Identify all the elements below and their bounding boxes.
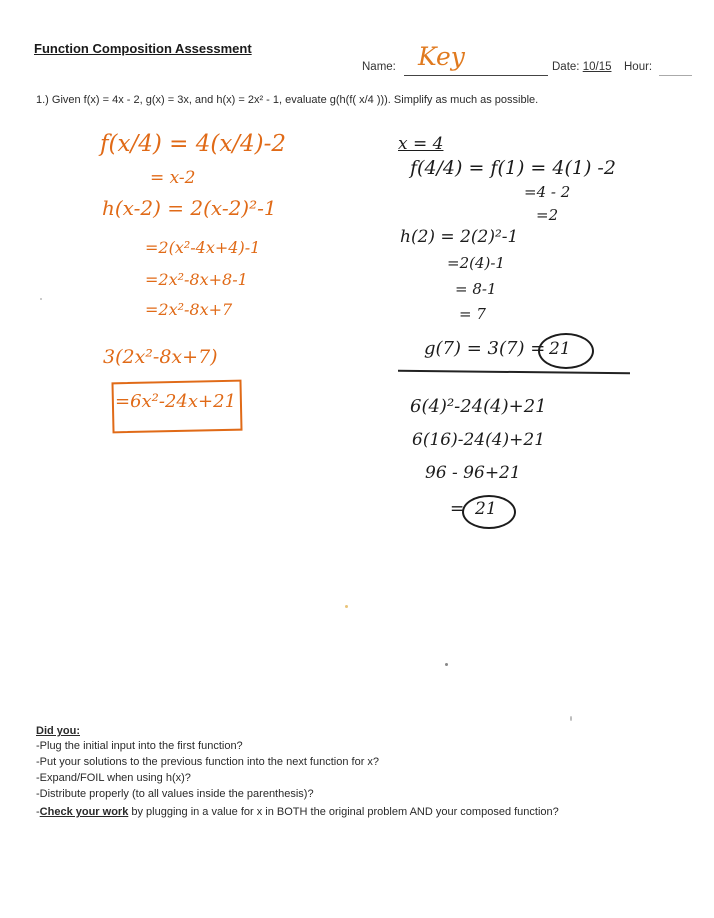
right-work-line: x = 4 xyxy=(398,134,444,154)
left-work-line: h(x-2) = 2(x-2)²-1 xyxy=(102,196,277,220)
scan-speck xyxy=(570,716,572,721)
right-work-line: h(2) = 2(2)²-1 xyxy=(400,227,519,247)
name-value: Key xyxy=(418,42,465,71)
right-work-line: =2(4)-1 xyxy=(447,254,505,272)
question-text: 1.) Given f(x) = 4x - 2, g(x) = 3x, and h(x) = 2x² - 1, evaluate g(h(f( x/4 ))). Simplify as much as possible. xyxy=(36,94,539,106)
check-work-rest: by plugging in a value for x in BOTH the original problem AND your composed function? xyxy=(128,806,559,818)
checklist-item: -Expand/FOIL when using h(x)? xyxy=(36,772,191,784)
left-work-line: =2(x²-4x+4)-1 xyxy=(145,238,261,257)
hour-label: Hour: xyxy=(624,61,653,73)
checklist-heading: Did you: xyxy=(36,725,80,737)
right-work-line: = 7 xyxy=(459,305,486,323)
right-work-line: =2 xyxy=(536,206,559,224)
name-label: Name: xyxy=(362,61,396,73)
date-value: 10/15 xyxy=(582,61,612,73)
boxed-answer: =6x²-24x+21 xyxy=(115,391,237,412)
circled-answer-value: 21 xyxy=(549,339,571,359)
scan-speck xyxy=(445,663,448,666)
checklist-item-check-work xyxy=(36,806,559,818)
check-work-line: 6(16)-24(4)+21 xyxy=(412,430,546,450)
left-work-line: 3(2x²-8x+7) xyxy=(103,346,218,368)
left-work-line: =2x²-8x+7 xyxy=(145,300,233,319)
checklist-item: -Distribute properly (to all values inside the parenthesis)? xyxy=(36,788,314,800)
scan-speck xyxy=(40,298,42,300)
right-work-line: = 8-1 xyxy=(455,280,497,298)
check-prefix: - xyxy=(36,806,40,818)
left-work-line: =2x²-8x+8-1 xyxy=(145,270,248,289)
check-work-emphasis: Check your work xyxy=(39,806,129,818)
hour-underline xyxy=(659,75,692,76)
scan-speck xyxy=(345,605,348,608)
left-work-line: f(x/4) = 4(x/4)-2 xyxy=(100,131,287,157)
name-underline xyxy=(404,75,548,76)
checklist-item: -Put your solutions to the previous function into the next function for x? xyxy=(36,756,380,768)
right-work-line: f(4/4) = f(1) = 4(1) -2 xyxy=(410,157,616,179)
check-work-line: 96 - 96+21 xyxy=(425,463,521,483)
right-work-line: g(7) = 3(7) = xyxy=(424,338,546,359)
divider-line xyxy=(398,370,630,374)
check-work-line: = xyxy=(450,499,465,519)
date-field xyxy=(552,61,611,73)
circled-final-value: 21 xyxy=(475,499,497,519)
checklist-item: -Plug the initial input into the first function? xyxy=(36,740,243,752)
page-title: Function Composition Assessment xyxy=(34,41,252,56)
date-label: Date: xyxy=(552,61,580,73)
right-work-line: =4 - 2 xyxy=(524,183,571,201)
check-work-line: 6(4)²-24(4)+21 xyxy=(410,396,547,417)
left-work-line: = x-2 xyxy=(150,168,196,188)
